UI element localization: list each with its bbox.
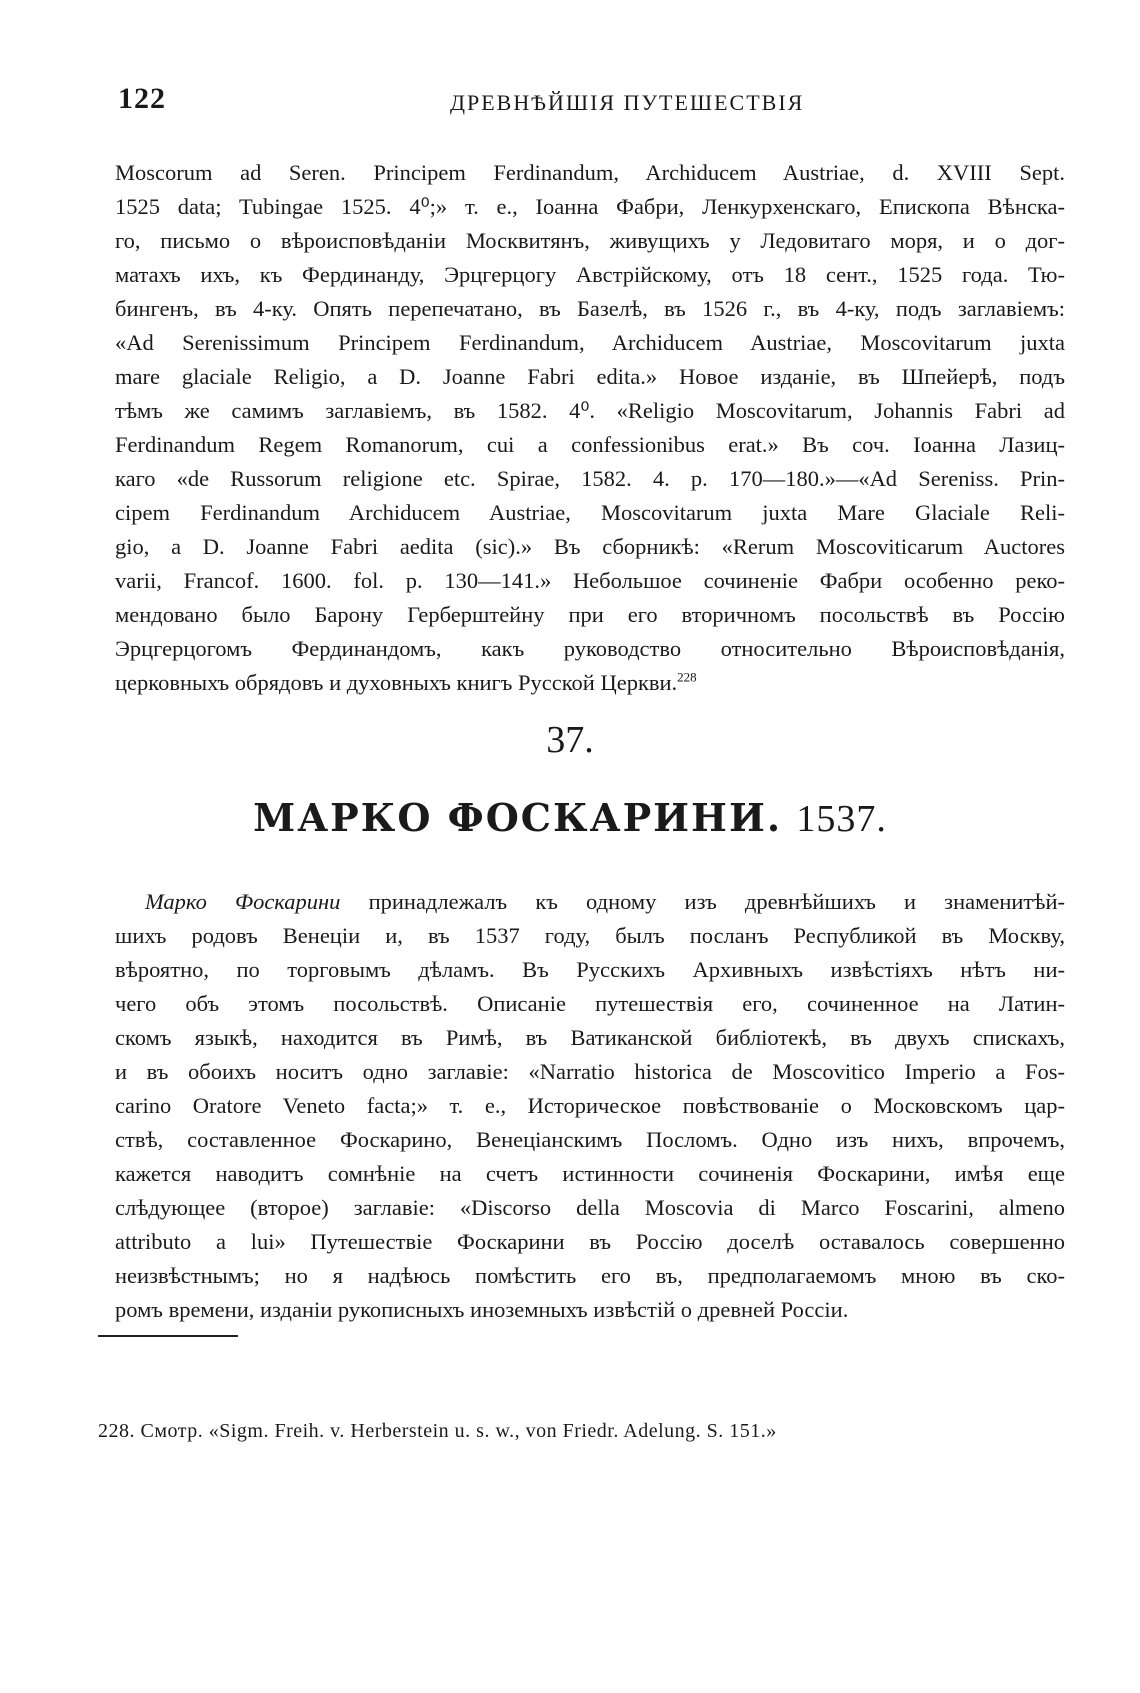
text-line: бингенъ, въ 4-ку. Опять перепечатано, въ Базелѣ, въ 1526 г., въ 4-ку, подъ заглавіемъ: — [115, 296, 1065, 321]
text-line: мендовано было Барону Герберштейну при его вторичномъ посольствѣ въ Россію — [115, 602, 1065, 627]
text-line-content: церковныхъ обрядовъ и духовныхъ книгъ Русской Церкви. — [115, 670, 678, 695]
text-line: Ferdinandum Regem Romanorum, cui a confessionibus erat.» Въ соч. Іоанна Лазиц- — [115, 432, 1065, 457]
text-line: слѣдующее (второе) заглавіе: «Discorso della Moscovia di Marco Foscarini, almeno — [115, 1195, 1065, 1220]
text-line: каго «de Russorum religione etc. Spirae, 1582. 4. p. 170—180.»—«Ad Sereniss. Prin- — [115, 466, 1065, 491]
section-number: 37. — [546, 719, 594, 761]
italic-name: Марко Фоскарини — [145, 889, 341, 914]
text-line: Эрцгерцогомъ Фердинандомъ, какъ руководство относительно Вѣроисповѣданія, — [115, 636, 1065, 661]
text-line: кажется наводитъ сомнѣніе на счетъ истинности сочиненія Фоскарини, имѣя еще — [115, 1161, 1065, 1186]
page-number: 122 — [118, 82, 166, 115]
text-line: «Ad Serenissimum Principem Ferdinandum, Archiducem Austriae, Moscovitarum juxta — [115, 330, 1065, 355]
footnote-reference: 228 — [677, 669, 697, 685]
section-title-year: 1537. — [796, 798, 887, 840]
text-line: вѣроятно, по торговымъ дѣламъ. Въ Русскихъ Архивныхъ извѣстіяхъ нѣтъ ни- — [115, 957, 1065, 982]
footnote-divider — [98, 1335, 238, 1337]
text-line: 1525 data; Tubingae 1525. 4⁰;» т. е., Іоанна Фабри, Ленкурхенскаго, Епископа Вѣнска- — [115, 194, 1065, 219]
text-line: тѣмъ же самимъ заглавіемъ, въ 1582. 4⁰. «Religio Moscovitarum, Johannis Fabri ad — [115, 398, 1065, 423]
text-line: ромъ времени, изданіи рукописныхъ иноземныхъ извѣстій о древней Россіи. — [115, 1297, 849, 1322]
text-line — [115, 666, 1065, 700]
text-line: mare glaciale Religio, a D. Joanne Fabri edita.» Новое изданіе, въ Шпейерѣ, подъ — [115, 364, 1065, 389]
text-line: и въ обоихъ носитъ одно заглавіе: «Narratio historica de Moscovitico Imperio a Fos- — [115, 1059, 1065, 1084]
text-line: матахъ ихъ, къ Фердинанду, Эрцгерцогу Австрійскому, отъ 18 сент., 1525 года. Тю- — [115, 262, 1065, 287]
text-line: неизвѣстнымъ; но я надѣюсь помѣстить его въ, предполагаемомъ мною въ ско- — [115, 1263, 1065, 1288]
text-line — [115, 885, 1065, 919]
paragraph-foscarini — [115, 885, 1065, 1327]
text-line: скомъ языкѣ, находится въ Римѣ, въ Ватиканской библіотекѣ, въ двухъ спискахъ, — [115, 1025, 1065, 1050]
paragraph-fabri-bibliography — [115, 156, 1065, 700]
footnote: 228. Смотр. «Sigm. Freih. v. Herberstein u. s. w., von Friedr. Adelung. S. 151.» — [98, 1420, 777, 1442]
text-line: ствѣ, составленное Фоскарино, Венеціанскимъ Посломъ. Одно изъ нихъ, впрочемъ, — [115, 1127, 1065, 1152]
text-line-content: принадлежалъ къ одному изъ древнѣйшихъ и знаменитѣй- — [340, 889, 1065, 914]
text-line: го, письмо о вѣроисповѣданіи Москвитянъ, живущихъ у Ледовитаго моря, и о дог- — [115, 228, 1065, 253]
section-title — [0, 795, 1140, 841]
text-line: attributo a lui» Путешествіе Фоскарини въ Россію доселѣ оставалось совершенно — [115, 1229, 1065, 1254]
text-line: cipem Ferdinandum Archiducem Austriae, Moscovitarum juxta Mare Glaciale Reli- — [115, 500, 1065, 525]
running-head: ДРЕВНѢЙШІЯ ПУТЕШЕСТВІЯ — [450, 90, 805, 115]
text-line: carino Oratore Veneto facta;» т. е., Историческое повѣствованіе о Московскомъ цар- — [115, 1093, 1065, 1118]
text-line: gio, a D. Joanne Fabri aedita (sic).» Въ сборникѣ: «Rerum Moscoviticarum Auctores — [115, 534, 1065, 559]
text-line: varii, Francof. 1600. fol. p. 130—141.» Небольшое сочиненіе Фабри особенно реко- — [115, 568, 1065, 593]
text-line: чего объ этомъ посольствѣ. Описаніе путешествія его, сочиненное на Латин- — [115, 991, 1065, 1016]
section-title-name: МАРКО ФОСКАРИНИ. — [253, 795, 783, 840]
text-line: Moscorum ad Seren. Principem Ferdinandum, Archiducem Austriae, d. XVIII Sept. — [115, 160, 1065, 185]
text-line: шихъ родовъ Венеціи и, въ 1537 году, былъ посланъ Республикой въ Москву, — [115, 923, 1065, 948]
